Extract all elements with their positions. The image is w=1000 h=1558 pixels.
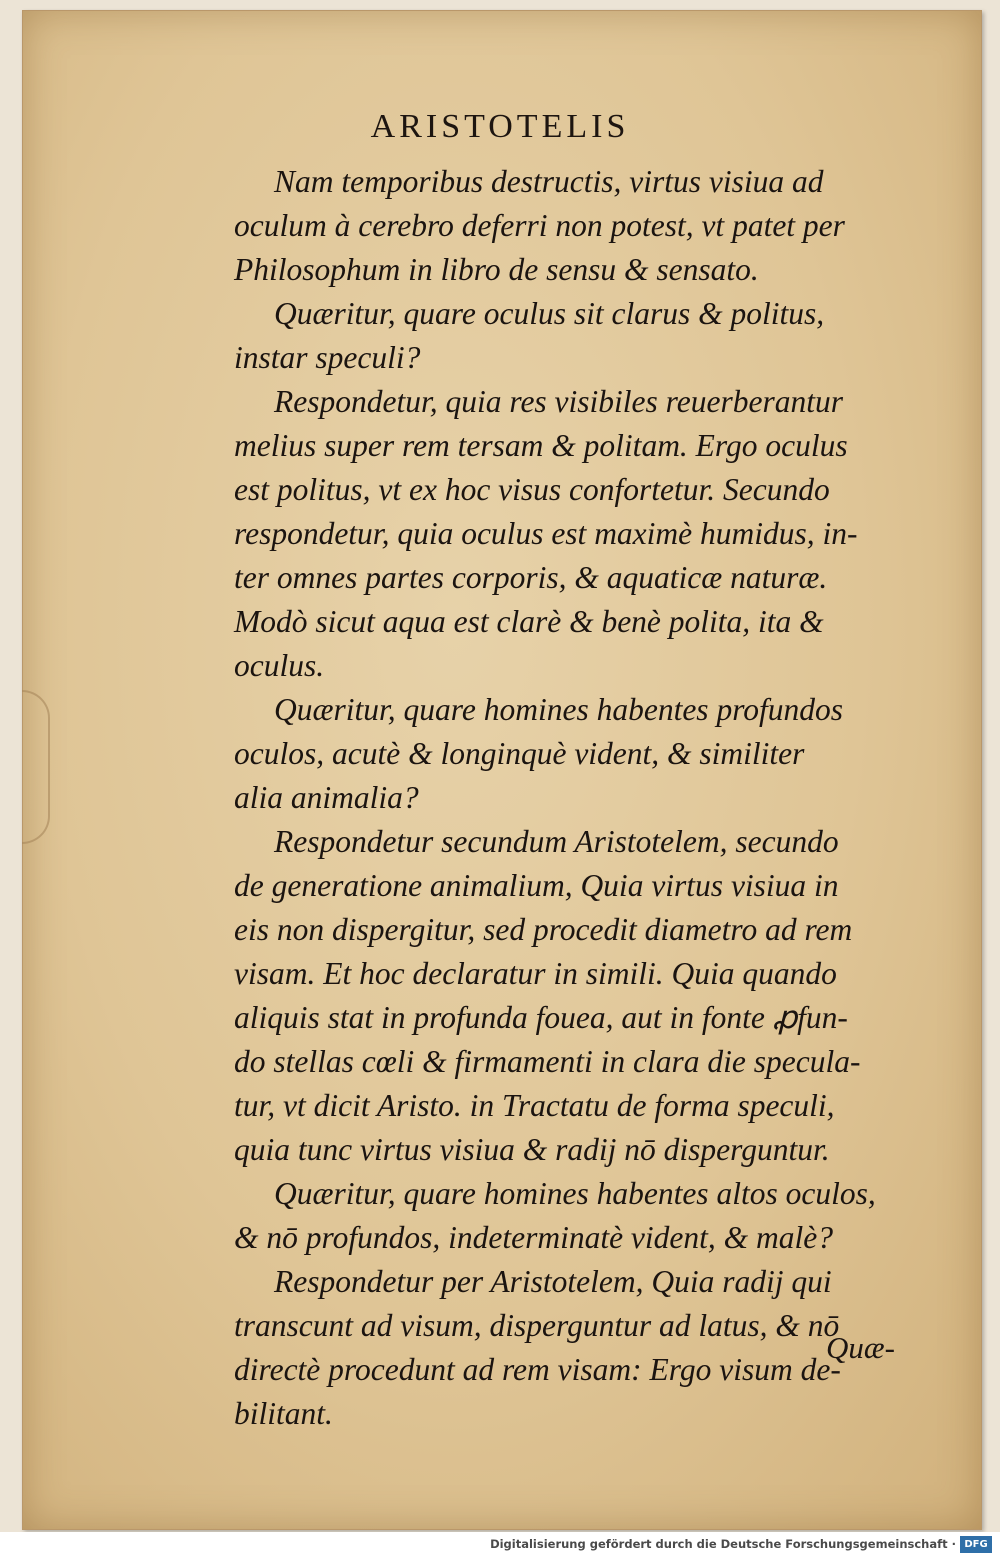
dfg-logo-icon[interactable]: DFG xyxy=(960,1536,992,1553)
text-line: bilitant. xyxy=(234,1396,333,1431)
text-line: instar speculi? xyxy=(234,340,421,375)
text-line: directè procedunt ad rem visam: Ergo visum de- xyxy=(234,1352,841,1387)
text-line: transcunt ad visum, disperguntur ad latus, & nō xyxy=(234,1308,840,1343)
text-line: Respondetur secundum Aristotelem, secundo xyxy=(274,824,839,859)
text-line: oculum à cerebro deferri non potest, vt patet per xyxy=(234,208,845,243)
text-line: Quæritur, quare homines habentes altos oculos, xyxy=(274,1176,876,1211)
text-line: melius super rem tersam & politam. Ergo oculus xyxy=(234,428,848,463)
running-head: ARISTOTELIS xyxy=(370,108,630,145)
text-line: visam. Et hoc declaratur in simili. Quia quando xyxy=(234,956,837,991)
text-line: alia animalia? xyxy=(234,780,419,815)
text-line: Quæritur, quare oculus sit clarus & politus, xyxy=(274,296,825,331)
text-line: Modò sicut aqua est clarè & benè polita, ita & xyxy=(234,604,824,639)
text-line: de generatione animalium, Quia virtus visiua in xyxy=(234,868,839,903)
body-text xyxy=(234,160,914,1436)
text-line: aliquis stat in profunda fouea, aut in fonte ꝓfun- xyxy=(234,1000,848,1035)
catchword: Quæ- xyxy=(826,1330,895,1365)
text-line: tur, vt dicit Aristo. in Tractatu de forma speculi, xyxy=(234,1088,835,1123)
text-line: Nam temporibus destructis, virtus visiua ad xyxy=(274,164,824,199)
text-line: eis non dispergitur, sed procedit diametro ad rem xyxy=(234,912,853,947)
text-line: oculos, acutè & longinquè vident, & similiter xyxy=(234,736,805,771)
text-line: do stellas cœli & firmamenti in clara die specula- xyxy=(234,1044,861,1079)
text-line: oculus. xyxy=(234,648,325,683)
text-line: & nō profundos, indeterminatè vident, & malè? xyxy=(234,1220,834,1255)
text-line: Respondetur per Aristotelem, Quia radij qui xyxy=(274,1264,832,1299)
funding-note: Digitalisierung gefördert durch die Deutsche Forschungsgemeinschaft · xyxy=(490,1537,956,1551)
text-line: Philosophum in libro de sensu & sensato. xyxy=(234,252,759,287)
text-line: Quæritur, quare homines habentes profundos xyxy=(274,692,844,727)
text-line: est politus, vt ex hoc visus confortetur. Secundo xyxy=(234,472,830,507)
page-fold-mark xyxy=(22,690,50,844)
text-line: ter omnes partes corporis, & aquaticæ naturæ. xyxy=(234,560,828,595)
text-line: Respondetur, quia res visibiles reuerberantur xyxy=(274,384,843,419)
text-line: quia tunc virtus visiua & radij nō disperguntur. xyxy=(234,1132,830,1167)
text-line: respondetur, quia oculus est maximè humidus, in- xyxy=(234,516,858,551)
